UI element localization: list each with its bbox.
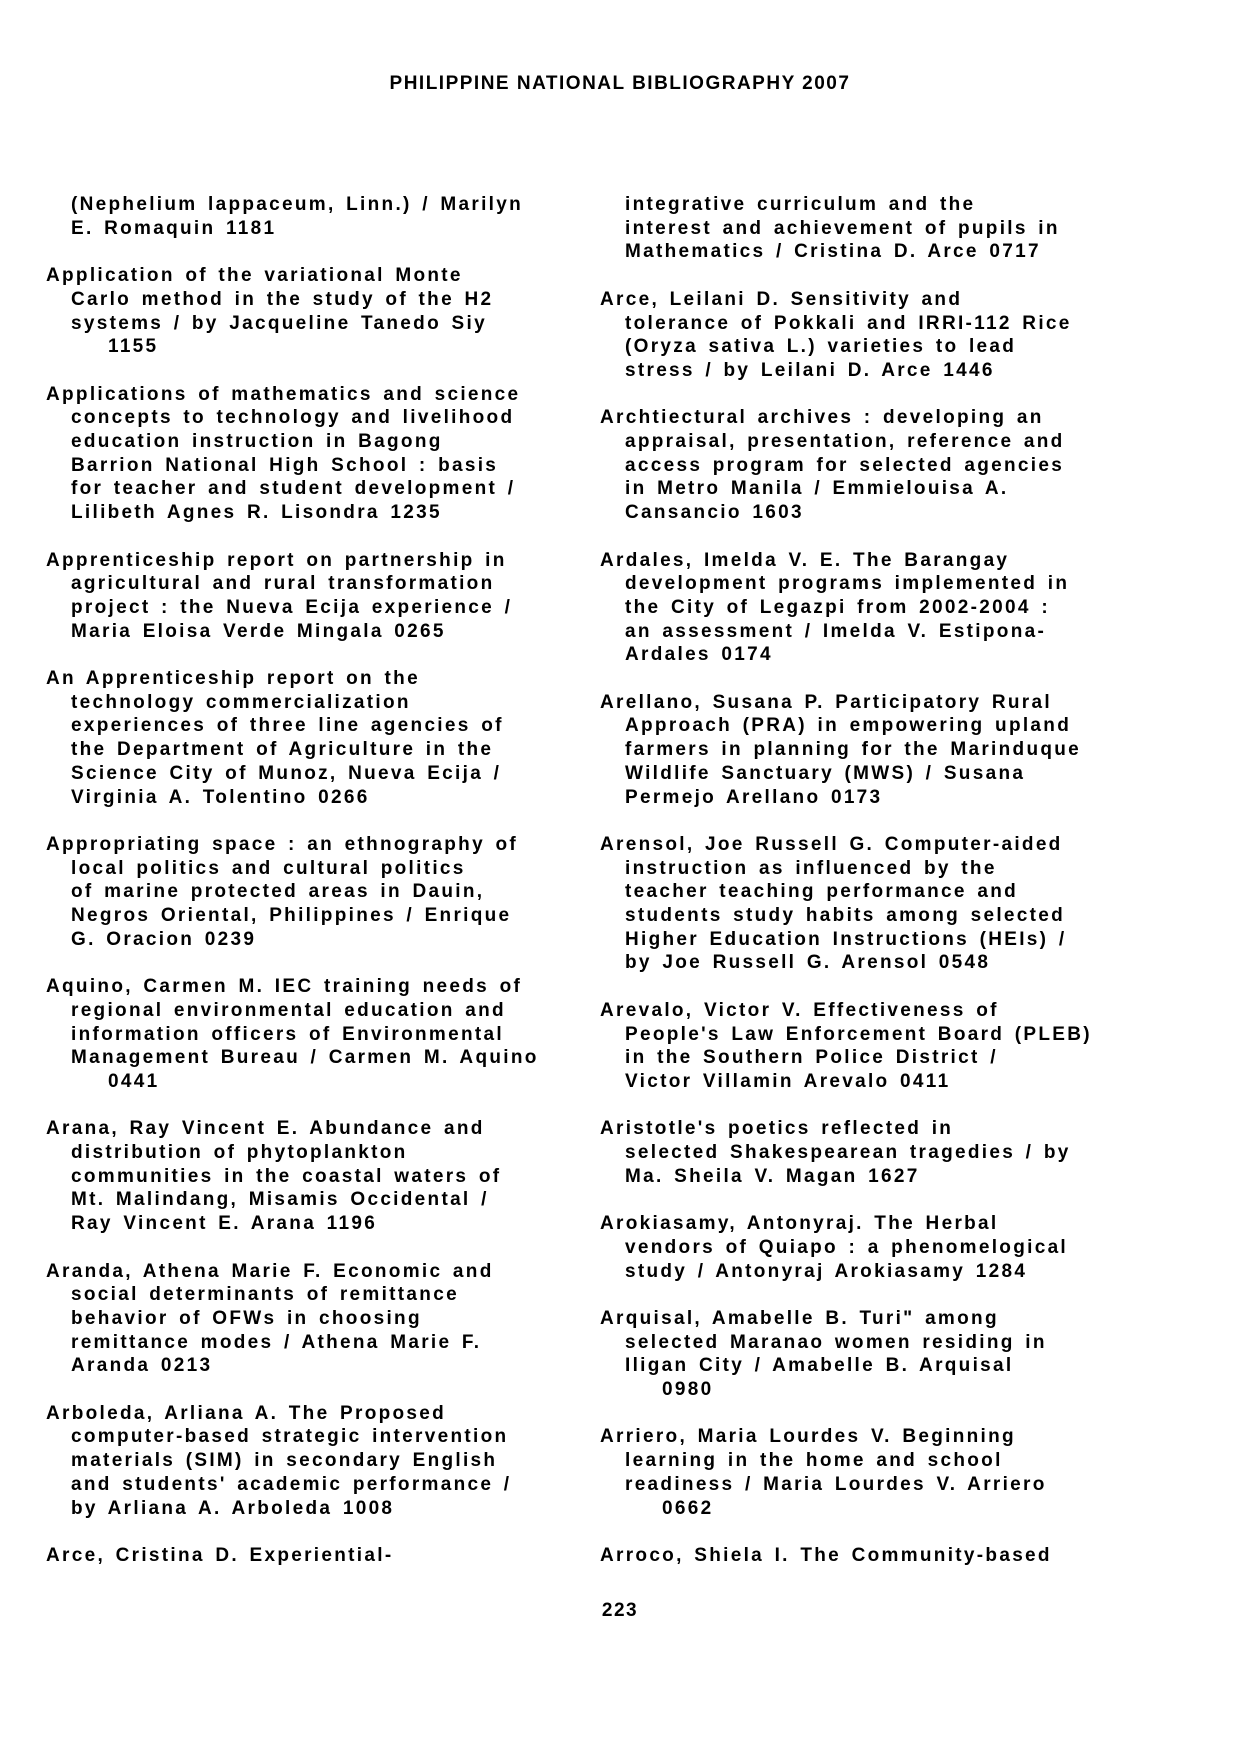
entry-line: People's Law Enforcement Board (PLEB) — [625, 1023, 1092, 1045]
entry-line: Arce, Cristina D. Experiential- — [46, 1544, 394, 1566]
entry-line: Arboleda, Arliana A. The Proposed — [46, 1402, 447, 1424]
bibliography-entry — [600, 1212, 1120, 1283]
entry-line: by Arliana A. Arboleda 1008 — [71, 1497, 395, 1519]
entry-line: Management Bureau / Carmen M. Aquino — [71, 1047, 539, 1069]
bibliography-entry — [46, 975, 566, 1094]
entry-line: vendors of Quiapo : a phenomelogical — [625, 1236, 1069, 1258]
bibliography-entry — [600, 549, 1120, 668]
bibliography-entry — [600, 999, 1120, 1094]
entry-line: Aranda 0213 — [71, 1355, 213, 1377]
entry-line: development programs implemented in — [625, 573, 1070, 595]
entry-line: 0441 — [108, 1070, 160, 1092]
entry-line: Arevalo, Victor V. Effectiveness of — [600, 999, 999, 1021]
entry-line: Carlo method in the study of the H2 — [71, 288, 494, 310]
entry-line: G. Oracion 0239 — [71, 928, 257, 950]
entry-line: local politics and cultural politics — [71, 857, 466, 879]
entry-line: Arellano, Susana P. Participatory Rural — [600, 691, 1052, 713]
entry-line: Arroco, Shiela I. The Community-based — [600, 1544, 1052, 1566]
entry-line: systems / by Jacqueline Tanedo Siy — [71, 312, 487, 334]
bibliography-entry — [600, 1117, 1120, 1188]
bibliography-entry — [46, 264, 566, 359]
bibliography-entry — [46, 1260, 566, 1379]
entry-line: Higher Education Instructions (HEIs) / — [625, 928, 1067, 950]
entry-line: Applications of mathematics and science — [46, 383, 521, 405]
entry-line: Aquino, Carmen M. IEC training needs of — [46, 976, 523, 998]
entry-line: Aristotle's poetics reflected in — [600, 1118, 954, 1140]
entry-line: E. Romaquin 1181 — [71, 217, 277, 239]
left-column — [46, 193, 566, 1591]
bibliography-entry — [600, 288, 1120, 383]
bibliography-entry — [46, 383, 566, 525]
entry-line: selected Shakespearean tragedies / by — [625, 1142, 1071, 1164]
entry-line: Arce, Leilani D. Sensitivity and — [600, 288, 963, 310]
entry-line: Arriero, Maria Lourdes V. Beginning — [600, 1426, 1016, 1448]
entry-line: Application of the variational Monte — [46, 265, 463, 287]
entry-line: study / Antonyraj Arokiasamy 1284 — [625, 1260, 1028, 1282]
right-column — [600, 193, 1120, 1591]
entry-line: Mathematics / Cristina D. Arce 0717 — [625, 241, 1041, 263]
entry-line: Arokiasamy, Antonyraj. The Herbal — [600, 1213, 999, 1235]
bibliography-entry — [600, 691, 1120, 810]
entry-line: farmers in planning for the Marinduque — [625, 739, 1082, 761]
entry-line: the City of Legazpi from 2002-2004 : — [625, 596, 1050, 618]
bibliography-entry — [46, 1544, 566, 1568]
entry-line: behavior of OFWs in choosing — [71, 1307, 422, 1329]
entry-line: teacher teaching performance and — [625, 881, 1019, 903]
bibliography-entry — [600, 1425, 1120, 1520]
entry-line: an assessment / Imelda V. Estipona- — [625, 620, 1047, 642]
bibliography-entry — [46, 1402, 566, 1521]
entry-line: Arensol, Joe Russell G. Computer-aided — [600, 833, 1063, 855]
entry-line: Maria Eloisa Verde Mingala 0265 — [71, 620, 446, 642]
bibliography-entry — [46, 549, 566, 644]
page-number: 223 — [601, 1600, 639, 1621]
entry-line: Negros Oriental, Philippines / Enrique — [71, 905, 512, 927]
page-header: PHILIPPINE NATIONAL BIBLIOGRAPHY 2007 — [389, 73, 851, 94]
entry-line: the Department of Agriculture in the — [71, 739, 494, 761]
entry-line: Virginia A. Tolentino 0266 — [71, 786, 370, 808]
bibliography-entry — [600, 1307, 1120, 1402]
entry-line: readiness / Maria Lourdes V. Arriero — [625, 1473, 1047, 1495]
entry-line: Arquisal, Amabelle B. Turi" among — [600, 1307, 999, 1329]
entry-line: Arana, Ray Vincent E. Abundance and — [46, 1118, 485, 1140]
entry-line: materials (SIM) in secondary English — [71, 1450, 498, 1472]
entry-line: integrative curriculum and the — [625, 194, 976, 215]
entry-line: project : the Nueva Ecija experience / — [71, 596, 513, 618]
entry-line: Barrion National High School : basis — [71, 454, 499, 476]
entry-line: 1155 — [108, 336, 159, 358]
entry-line: appraisal, presentation, reference and — [625, 431, 1065, 452]
entry-line: information officers of Environmental — [71, 1023, 504, 1045]
entry-line: students study habits among selected — [625, 905, 1066, 927]
entry-line: (Oryza sativa L.) varieties to lead — [625, 336, 1017, 358]
entry-line: Ma. Sheila V. Magan 1627 — [625, 1165, 920, 1187]
entry-line: distribution of phytoplankton — [71, 1142, 408, 1164]
entry-line: Apprenticeship report on partnership in — [46, 549, 507, 571]
entry-line: An Apprenticeship report on the — [46, 668, 420, 689]
bibliography-entry — [600, 193, 1120, 264]
entry-line: social determinants of remittance — [71, 1284, 459, 1306]
entry-line: Iligan City / Amabelle B. Arquisal — [625, 1355, 1014, 1377]
bibliography-entry — [46, 193, 566, 240]
entry-line: interest and achievement of pupils in — [625, 217, 1060, 239]
bibliography-entry — [46, 833, 566, 952]
bibliography-entry — [600, 1544, 1120, 1568]
entry-line: technology commercialization — [71, 691, 411, 713]
entry-line: concepts to technology and livelihood — [71, 407, 515, 429]
entry-line: Wildlife Sanctuary (MWS) / Susana — [625, 762, 1026, 784]
entry-line: computer-based strategic intervention — [71, 1426, 509, 1448]
entry-line: and students' academic performance / — [71, 1473, 512, 1495]
entry-line: (Nephelium lappaceum, Linn.) / Marilyn — [71, 194, 524, 215]
entry-line: Permejo Arellano 0173 — [625, 786, 883, 808]
entry-line: Approach (PRA) in empowering upland — [625, 715, 1072, 737]
bibliography-entry — [600, 406, 1120, 525]
entry-line: remittance modes / Athena Marie F. — [71, 1331, 482, 1353]
entry-line: experiences of three line agencies of — [71, 715, 504, 737]
entry-line: Appropriating space : an ethnography of — [46, 833, 519, 855]
entry-line: communities in the coastal waters of — [71, 1165, 502, 1187]
entry-line: Lilibeth Agnes R. Lisondra 1235 — [71, 502, 442, 524]
entry-line: Archtiectural archives : developing an — [600, 407, 1044, 429]
entry-line: Victor Villamin Arevalo 0411 — [625, 1070, 951, 1092]
entry-line: selected Maranao women residing in — [625, 1331, 1047, 1353]
entry-line: access program for selected agencies — [625, 454, 1065, 476]
entry-line: 0980 — [662, 1379, 714, 1401]
entry-line: Ray Vincent E. Arana 1196 — [71, 1213, 378, 1235]
bibliography-entry — [46, 1117, 566, 1236]
bibliography-entry — [46, 667, 566, 809]
entry-line: in the Southern Police District / — [625, 1047, 998, 1069]
entry-line: 0662 — [662, 1497, 714, 1519]
bibliography-entry — [600, 833, 1120, 975]
entry-line: regional environmental education and — [71, 999, 506, 1021]
entry-line: tolerance of Pokkali and IRRI-112 Rice — [625, 312, 1072, 334]
entry-line: stress / by Leilani D. Arce 1446 — [625, 359, 995, 381]
entry-line: learning in the home and school — [625, 1450, 1003, 1472]
entry-line: agricultural and rural transformation — [71, 573, 495, 595]
entry-line: Science City of Munoz, Nueva Ecija / — [71, 762, 502, 784]
entry-line: Ardales, Imelda V. E. The Barangay — [600, 549, 1010, 571]
entry-line: Cansancio 1603 — [625, 502, 804, 524]
entry-line: Mt. Malindang, Misamis Occidental / — [71, 1189, 489, 1211]
entry-line: instruction as influenced by the — [625, 857, 997, 879]
entry-line: by Joe Russell G. Arensol 0548 — [625, 952, 991, 974]
entry-line: Aranda, Athena Marie F. Economic and — [46, 1260, 494, 1282]
entry-line: for teacher and student development / — [71, 478, 516, 500]
entry-line: education instruction in Bagong — [71, 431, 443, 452]
entry-line: of marine protected areas in Dauin, — [71, 881, 485, 903]
entry-line: Ardales 0174 — [625, 644, 773, 666]
entry-line: in Metro Manila / Emmielouisa A. — [625, 478, 1009, 500]
